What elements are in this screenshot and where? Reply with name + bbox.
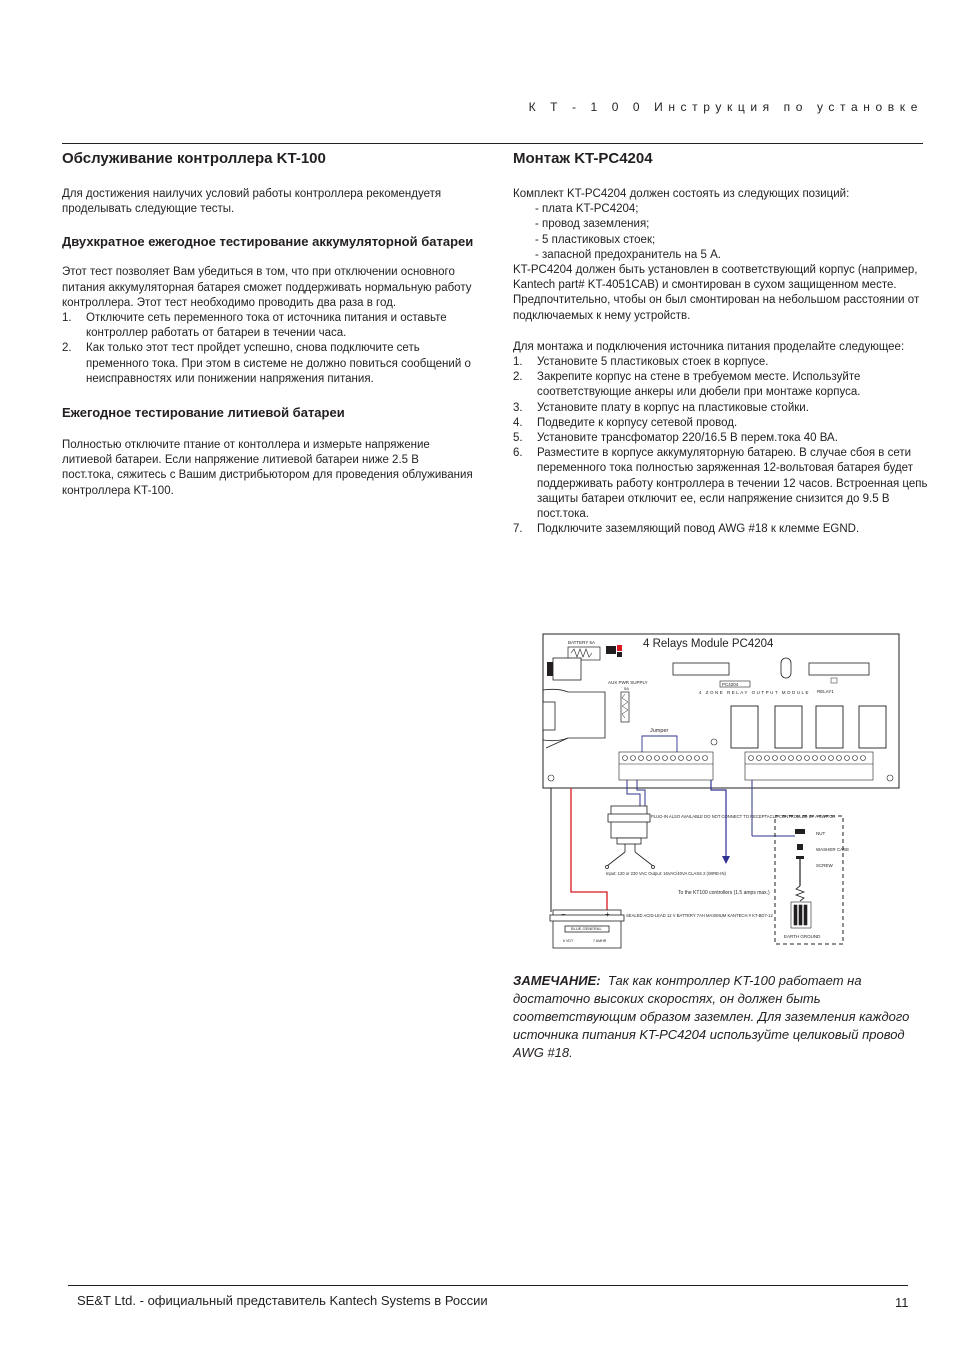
kit-intro: Комплект KT-PC4204 должен состоять из следующих позиций: [513, 188, 850, 200]
relay-2 [775, 706, 802, 748]
note-label: ЗАМЕЧАНИЕ: [513, 973, 601, 988]
input-note: Input: 120 or 230 VAC Output: 16VAC/40VA CLASS 2 (WIRE-IN) [606, 871, 726, 876]
terminal-block-right [745, 752, 873, 780]
battery-note: SEALED ACID-LEAD 12 V BATTERY 7AH MAXIMUM KANTECH # KT-BD7-12 [626, 913, 773, 918]
terminal-block-left [619, 752, 713, 780]
relay-label: RELAY1 [817, 689, 834, 694]
left-column [62, 150, 474, 499]
battery-v2: 7 AMHR [593, 939, 607, 943]
battery-minus: − [561, 910, 566, 919]
aux-supply-label: AUX PWR SUPPLY [608, 680, 648, 685]
grounding-note [513, 972, 913, 1062]
header-rule [62, 143, 923, 144]
list-item: - провод заземления; [535, 218, 650, 231]
list-item: - 5 пластиковых стоек; [535, 233, 656, 246]
list-item: 2. Как только этот тест пройдет успешно, снова подключите сеть пременного тока. При этом в системе не должно повиться сообщений о неисправностях или понижении напряжения питания. [62, 342, 471, 385]
plugin-note: PLUG-IN ALSO AVAILABLE DO NOT CONNECT TO RECEPTACLE CONTROLLED BY A SWITCH [651, 814, 836, 819]
relay-row-label: 4 ZONE RELAY OUTPUT MODULE [699, 690, 811, 695]
right-column [513, 150, 929, 537]
running-header: К Т - 1 0 0 Инструкция по установке [528, 100, 923, 114]
page-number: 11 [895, 1295, 909, 1310]
aux-fuse [621, 692, 629, 722]
nut-label: NUT [816, 831, 826, 836]
lithium-test-title: Ежегодное тестирование литиевой батареи [62, 405, 345, 421]
note-text: Так как контроллер KT-100 работает на достаточно высоких скоростях, он должен быть соответствующим образом заземлен. Для заземления каждого источника питания KT-PC4204 используйте целиковый провод AWG #18. [513, 973, 910, 1060]
battery-connector [606, 646, 616, 654]
regulator [553, 658, 581, 680]
maintenance-title: Обслуживание контроллера KT-100 [62, 150, 326, 167]
screw-label: SCREW [816, 863, 833, 868]
install-title: Монтаж KT-PC4204 [513, 150, 653, 167]
battery-test-steps [62, 311, 474, 387]
chip-label: PC4204 [722, 682, 739, 687]
list-item: - плата KT-PC4204; [535, 203, 639, 216]
battery-v1: 6 VDT [563, 939, 574, 943]
list-item: 1. Отключите сеть переменного тока от источника питания и оставьте контроллер работать от батареи в течении часа. [62, 312, 447, 340]
relay-3 [816, 706, 843, 748]
list-item: 3. Установите плату в корпус на пластиковые стойки. [513, 401, 809, 414]
ac-wire-2 [637, 780, 645, 806]
lithium-test-text: Полностью отключите птание от контоллера и измерьте напряжение литиевой батареи. Если напряжение литиевой батареи ниже 2.5 В пост.тока, сяжитесь с Вашим дистрибьютором для проведения облуживания контроллера KT-100. [62, 439, 473, 497]
module-title: 4 Relays Module PC4204 [643, 638, 774, 650]
to-controllers-note: To the KT100 controllers (1.5 amps max.) [678, 890, 770, 896]
earth-ground-label: EARTH GROUND [784, 934, 821, 939]
wiring-diagram [513, 630, 933, 955]
steps-intro: Для монтажа и подключения источника питания проделайте следующее: [513, 340, 905, 353]
list-item: - запасной предохранитель на 5 А. [535, 248, 721, 261]
list-item: 5. Установите трансфоматор 220/16.5 В перем.тока 40 ВА. [513, 432, 838, 445]
controller-wire [711, 780, 726, 860]
list-item: 2. Закрепите корпус на стене в требуемом месте. Используйте соответствующие анкеры или дюбели при монтаже корпуса. [513, 371, 861, 399]
relay-1 [731, 706, 758, 748]
washer-label: WASHER CASE [816, 847, 850, 852]
maintenance-intro: Для достижения наилучих условий работы контроллера рекомендуетя проделывать следующие тесты. [62, 188, 442, 216]
kit-note: KT-PC4204 должен быть установлен в соответствующий корпус (например, Kantech part# KT-4051CAB) и смонтирован в сухом защищенном месте. Предпочтительно, чтобы он был смонтирован на небольшом расстоянии от подключаемых к нему устройств. [513, 264, 920, 322]
list-item: 6. Разместите в корпусе аккумуляторную батарею. В случае сбоя в сети переменного тока полностью заряженная 12-вольтовая батарея будет поддерживать работу контроллера в течении 12 часов. Встроенная цепь защиты батареи отключит ее, если напряжение снизится до 9.5 В пост.тока. [513, 447, 928, 521]
relay-4 [859, 706, 886, 748]
battery-brand: BLUE GENERAL [571, 926, 602, 931]
battery-positive-wire [571, 788, 607, 910]
battery-test-text: Этот тест позволяет Вам убедиться в том, что при отключении основного питания аккумуляторная батарея сможет поддерживать нормальную работу контроллера. Этот тест необходимо проводить два раза в год. [62, 266, 472, 309]
list-item: 7. Подключите заземляющий повод AWG #18 к клемме EGND. [513, 523, 860, 536]
jumper-label: Jumper [650, 728, 669, 734]
transformer [606, 806, 655, 869]
footer-rule [68, 1285, 908, 1286]
battery-plus: + [605, 910, 610, 919]
battery-test-title: Двухкратное ежегодное тестирование аккумуляторной батареи [62, 234, 474, 250]
aux-supply-sub: 5A [624, 686, 629, 691]
list-item: 4. Подведите к корпусу сетевой провод. [513, 416, 738, 429]
list-item: 1. Установите 5 пластиковых стоек в корпусе. [513, 356, 769, 369]
kit-list [513, 202, 929, 263]
ground-clamp [791, 902, 811, 928]
install-steps [513, 355, 929, 537]
battery-fuse-label: BATTERY 5A [568, 640, 596, 645]
ac-wire-1 [627, 780, 640, 806]
footer-text: SE&T Ltd. - официальный представитель Kantech Systems в России [77, 1293, 488, 1308]
